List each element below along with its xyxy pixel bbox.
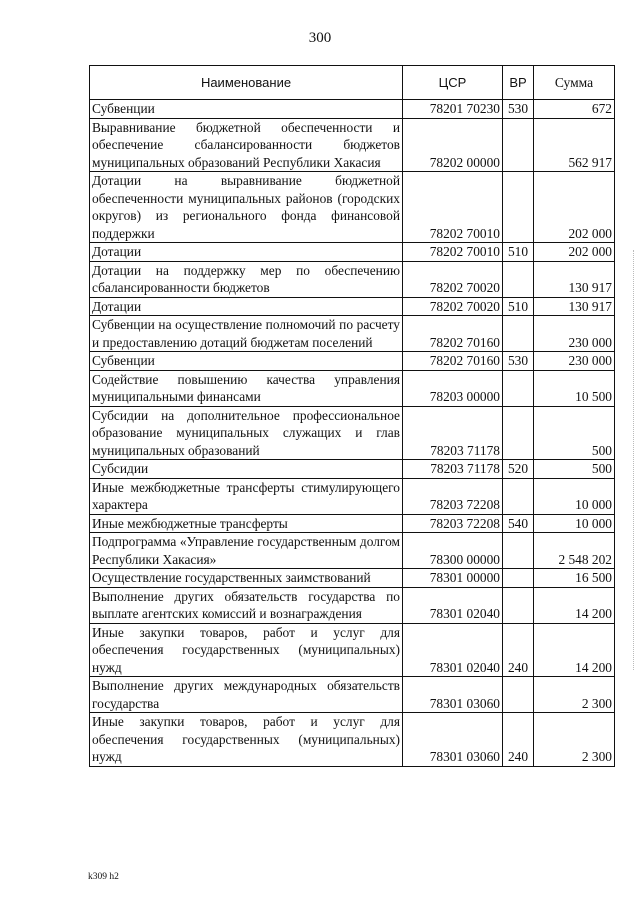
row-vr-cell: [503, 118, 534, 172]
row-vr-cell: [503, 316, 534, 352]
row-sum-cell: 10 000: [534, 478, 615, 514]
row-vr-cell: [503, 406, 534, 460]
table-row: [90, 460, 615, 479]
row-csr-cell: 78301 00000: [403, 569, 503, 588]
table-row: [90, 478, 615, 514]
row-csr-cell: 78202 70160: [403, 316, 503, 352]
row-sum-cell: 230 000: [534, 352, 615, 371]
row-csr-cell: 78203 72208: [403, 478, 503, 514]
budget-table: [89, 65, 615, 767]
scan-edge-mark: [633, 250, 635, 670]
row-name-cell: Дотации на поддержку мер по обеспечению сбалансированности бюджетов: [90, 261, 403, 297]
table-row: [90, 569, 615, 588]
row-name-cell: Выравнивание бюджетной обеспеченности и обеспечение сбалансированности бюджетов муниципальных образований Республики Хакасия: [90, 118, 403, 172]
col-header-csr: ЦСР: [403, 66, 503, 100]
table-row: [90, 533, 615, 569]
table-row: [90, 406, 615, 460]
row-sum-cell: 2 300: [534, 713, 615, 767]
row-sum-cell: 130 917: [534, 261, 615, 297]
row-sum-cell: 230 000: [534, 316, 615, 352]
row-csr-cell: 78301 03060: [403, 713, 503, 767]
row-name-cell: Дотации на выравнивание бюджетной обеспеченности муниципальных районов (городских округов) из регионального фонда финансовой поддержки: [90, 172, 403, 243]
row-vr-cell: [503, 261, 534, 297]
row-name-cell: Выполнение других обязательств государства по выплате агентских комиссий и вознаграждения: [90, 587, 403, 623]
row-vr-cell: [503, 677, 534, 713]
row-vr-cell: 510: [503, 243, 534, 262]
row-csr-cell: 78203 00000: [403, 370, 503, 406]
table-body: [90, 100, 615, 767]
table-row: [90, 352, 615, 371]
row-csr-cell: 78202 70160: [403, 352, 503, 371]
table-row: [90, 713, 615, 767]
page-number: 300: [308, 30, 332, 46]
row-sum-cell: 10 000: [534, 514, 615, 533]
row-sum-cell: 2 548 202: [534, 533, 615, 569]
row-vr-cell: 520: [503, 460, 534, 479]
row-name-cell: Дотации: [90, 297, 403, 316]
row-name-cell: Дотации: [90, 243, 403, 262]
row-sum-cell: 14 200: [534, 623, 615, 677]
footer-code: k309 h2: [88, 872, 119, 882]
table-row: [90, 172, 615, 243]
row-csr-cell: 78202 70020: [403, 261, 503, 297]
row-csr-cell: 78300 00000: [403, 533, 503, 569]
row-name-cell: Осуществление государственных заимствований: [90, 569, 403, 588]
row-sum-cell: 130 917: [534, 297, 615, 316]
row-name-cell: Иные закупки товаров, работ и услуг для обеспечения государственных (муниципальных) нужд: [90, 713, 403, 767]
row-vr-cell: 510: [503, 297, 534, 316]
row-csr-cell: 78202 70020: [403, 297, 503, 316]
row-sum-cell: 672: [534, 100, 615, 119]
row-vr-cell: 530: [503, 352, 534, 371]
row-name-cell: Субсидии на дополнительное профессиональное образование муниципальных служащих и глав муниципальных образований: [90, 406, 403, 460]
row-vr-cell: 530: [503, 100, 534, 119]
table-row: [90, 587, 615, 623]
row-name-cell: Содействие повышению качества управления муниципальными финансами: [90, 370, 403, 406]
col-header-name: Наименование: [90, 66, 403, 100]
row-sum-cell: 2 300: [534, 677, 615, 713]
row-name-cell: Субсидии: [90, 460, 403, 479]
row-sum-cell: 202 000: [534, 243, 615, 262]
row-csr-cell: 78203 71178: [403, 460, 503, 479]
row-csr-cell: 78202 70010: [403, 172, 503, 243]
row-name-cell: Иные закупки товаров, работ и услуг для обеспечения государственных (муниципальных) нужд: [90, 623, 403, 677]
row-sum-cell: 10 500: [534, 370, 615, 406]
row-sum-cell: 16 500: [534, 569, 615, 588]
table-row: [90, 370, 615, 406]
row-csr-cell: 78203 72208: [403, 514, 503, 533]
row-name-cell: Иные межбюджетные трансферты: [90, 514, 403, 533]
table-row: [90, 100, 615, 119]
row-sum-cell: 562 917: [534, 118, 615, 172]
row-name-cell: Субвенции: [90, 352, 403, 371]
row-csr-cell: 78201 70230: [403, 100, 503, 119]
row-vr-cell: [503, 478, 534, 514]
row-name-cell: Субвенции на осуществление полномочий по расчету и предоставлению дотаций бюджетам поселений: [90, 316, 403, 352]
table-row: [90, 316, 615, 352]
col-header-vr: ВР: [503, 66, 534, 100]
row-csr-cell: 78202 00000: [403, 118, 503, 172]
row-vr-cell: [503, 569, 534, 588]
row-vr-cell: [503, 172, 534, 243]
table-row: [90, 677, 615, 713]
row-sum-cell: 14 200: [534, 587, 615, 623]
row-sum-cell: 500: [534, 460, 615, 479]
row-vr-cell: [503, 533, 534, 569]
row-vr-cell: 240: [503, 713, 534, 767]
row-csr-cell: 78301 03060: [403, 677, 503, 713]
row-name-cell: Выполнение других международных обязательств государства: [90, 677, 403, 713]
table-row: [90, 514, 615, 533]
row-vr-cell: [503, 587, 534, 623]
col-header-sum: Сумма: [534, 66, 615, 100]
row-csr-cell: 78203 71178: [403, 406, 503, 460]
row-vr-cell: [503, 370, 534, 406]
table-header-row: [90, 66, 615, 100]
row-name-cell: Субвенции: [90, 100, 403, 119]
table-row: [90, 243, 615, 262]
table-row: [90, 623, 615, 677]
table-row: [90, 118, 615, 172]
row-vr-cell: 540: [503, 514, 534, 533]
table-row: [90, 261, 615, 297]
table-row: [90, 297, 615, 316]
row-sum-cell: 202 000: [534, 172, 615, 243]
row-csr-cell: 78301 02040: [403, 587, 503, 623]
row-name-cell: Иные межбюджетные трансферты стимулирующего характера: [90, 478, 403, 514]
row-sum-cell: 500: [534, 406, 615, 460]
row-name-cell: Подпрограмма «Управление государственным долгом Республики Хакасия»: [90, 533, 403, 569]
row-csr-cell: 78301 02040: [403, 623, 503, 677]
row-vr-cell: 240: [503, 623, 534, 677]
row-csr-cell: 78202 70010: [403, 243, 503, 262]
